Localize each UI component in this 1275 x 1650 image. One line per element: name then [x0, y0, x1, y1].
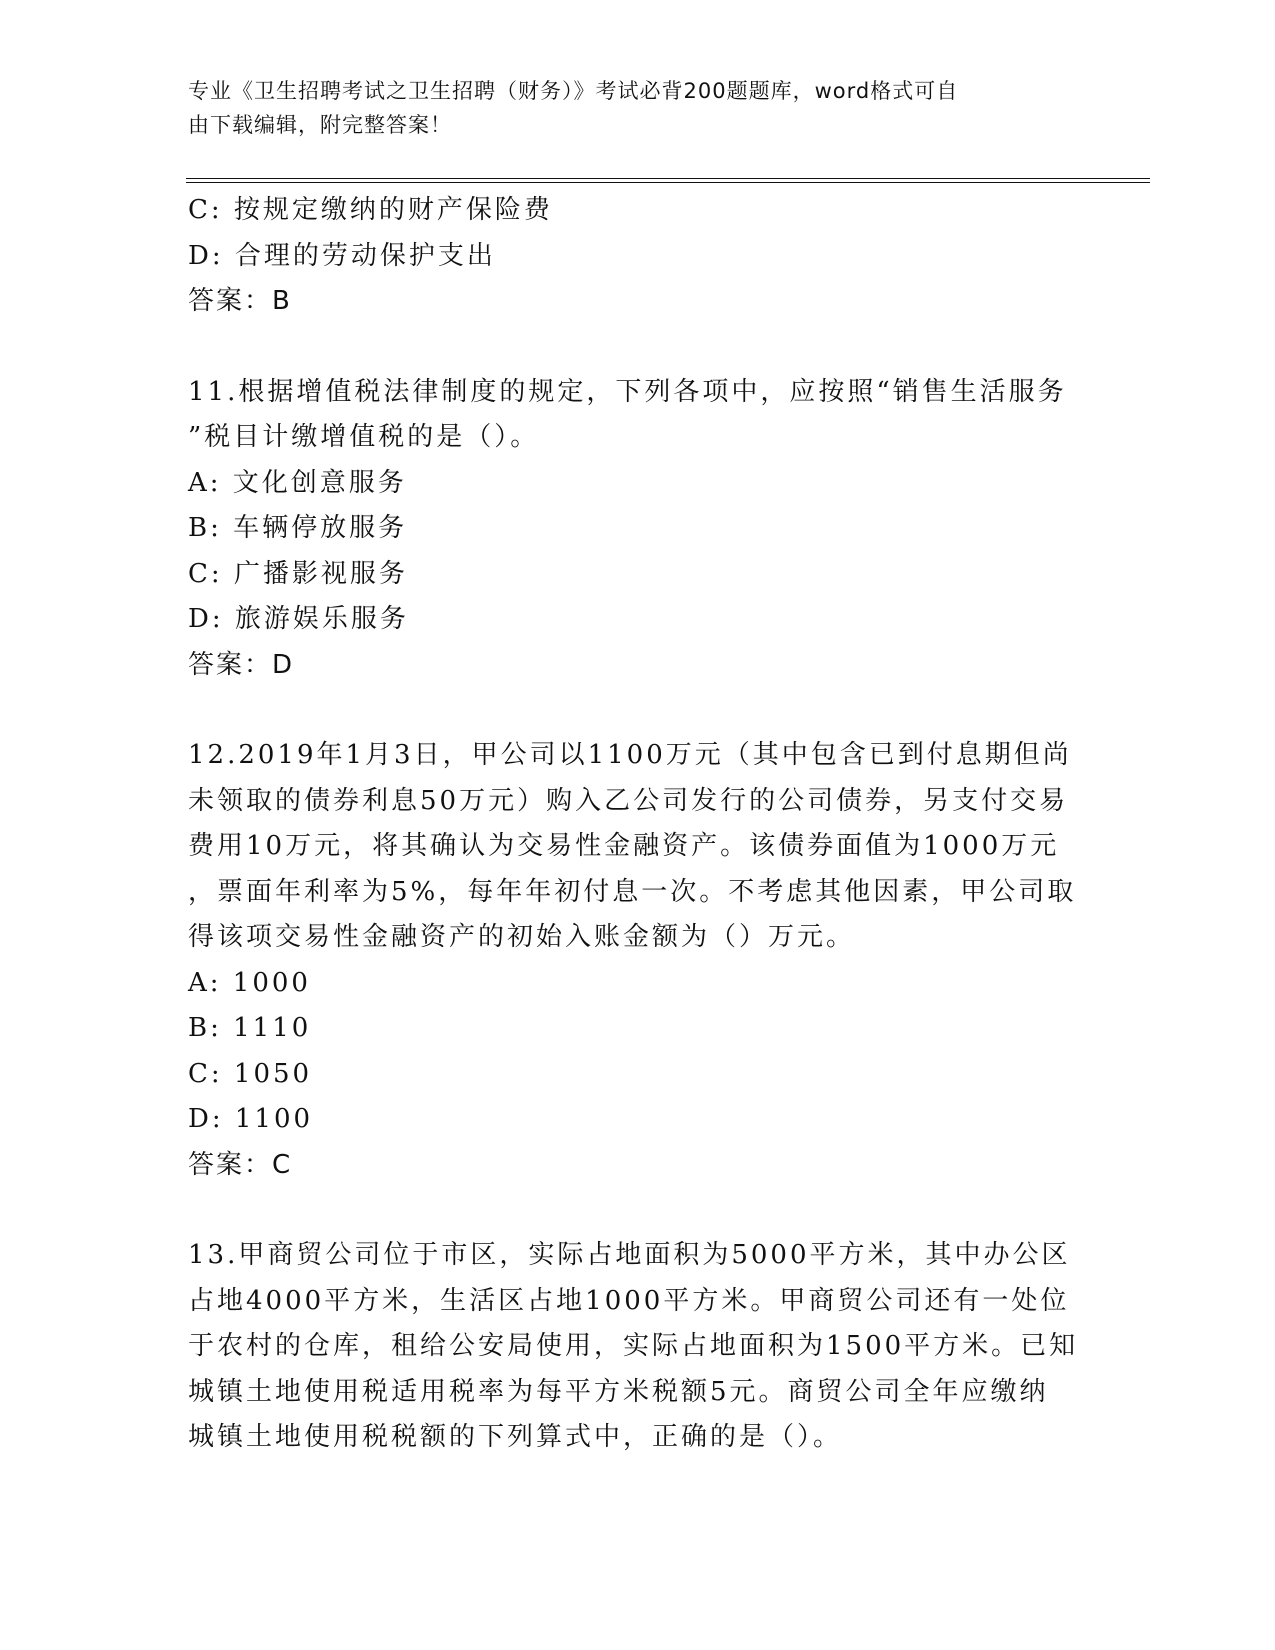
option-a: A: 1000 — [188, 967, 311, 998]
option-a: A: 文化创意服务 — [188, 467, 407, 498]
header-line: 专业《卫生招聘考试之卫生招聘（财务）》考试必背200题题库，word格式可自 — [188, 79, 959, 103]
question-stem: ，票面年利率为5%，每年年初付息一次。不考虑其他因素，甲公司取 — [188, 876, 1077, 907]
option-c: C: 广播影视服务 — [188, 558, 408, 589]
option-b: B: 车辆停放服务 — [188, 513, 408, 543]
question-stem: 12.2019年1月3日，甲公司以1100万元（其中包含已到付息期但尚 — [188, 740, 1072, 770]
question-stem: 未领取的债券利息50万元）购入乙公司发行的公司债券，另支付交易 — [188, 785, 1069, 816]
question-stem: 13.甲商贸公司位于市区，实际占地面积为5000平方米，其中办公区 — [188, 1240, 1071, 1270]
header-line: 由下载编辑，附完整答案！ — [188, 113, 452, 137]
spacer — [188, 325, 1088, 370]
question-stem: 费用10万元，将其确认为交易性金融资产。该债券面值为1000万元 — [188, 831, 1060, 861]
option-d: D: 旅游娱乐服务 — [188, 604, 409, 634]
page-header — [188, 74, 1068, 142]
option-c: C: 按规定缴纳的财产保险费 — [188, 195, 553, 225]
spacer — [188, 1188, 1088, 1233]
spacer — [188, 688, 1088, 733]
option-d: D: 合理的劳动保护支出 — [188, 240, 496, 271]
question-stem: 11.根据增值税法律制度的规定，下列各项中，应按照“销售生活服务 — [188, 376, 1067, 407]
question-13 — [188, 1233, 1088, 1461]
question-stem: 城镇土地使用税适用税率为每平方米税额5元。商贸公司全年应缴纳 — [188, 1376, 1049, 1407]
answer-text: 答案：D — [188, 649, 295, 680]
question-stem: 城镇土地使用税税额的下列算式中，正确的是（）。 — [188, 1422, 843, 1452]
option-b: B: 1110 — [188, 1013, 312, 1043]
question-11 — [188, 370, 1088, 689]
answer-text: 答案：B — [188, 286, 292, 316]
question-stem: 占地4000平方米，生活区占地1000平方米。甲商贸公司还有一处位 — [188, 1285, 1070, 1316]
question-stem: 得该项交易性金融资产的初始入账金额为（）万元。 — [188, 922, 856, 952]
option-c: C: 1050 — [188, 1058, 313, 1089]
question-12 — [188, 733, 1088, 1188]
header-divider — [186, 178, 1150, 183]
question-stem: ”税目计缴增值税的是（）。 — [188, 422, 540, 452]
option-d: D: 1100 — [188, 1104, 314, 1134]
question-10-tail — [188, 188, 1088, 325]
question-stem: 于农村的仓库，租给公安局使用，实际占地面积为1500平方米。已知 — [188, 1331, 1079, 1361]
answer-text: 答案：C — [188, 1149, 293, 1180]
question-content — [188, 188, 1088, 1461]
